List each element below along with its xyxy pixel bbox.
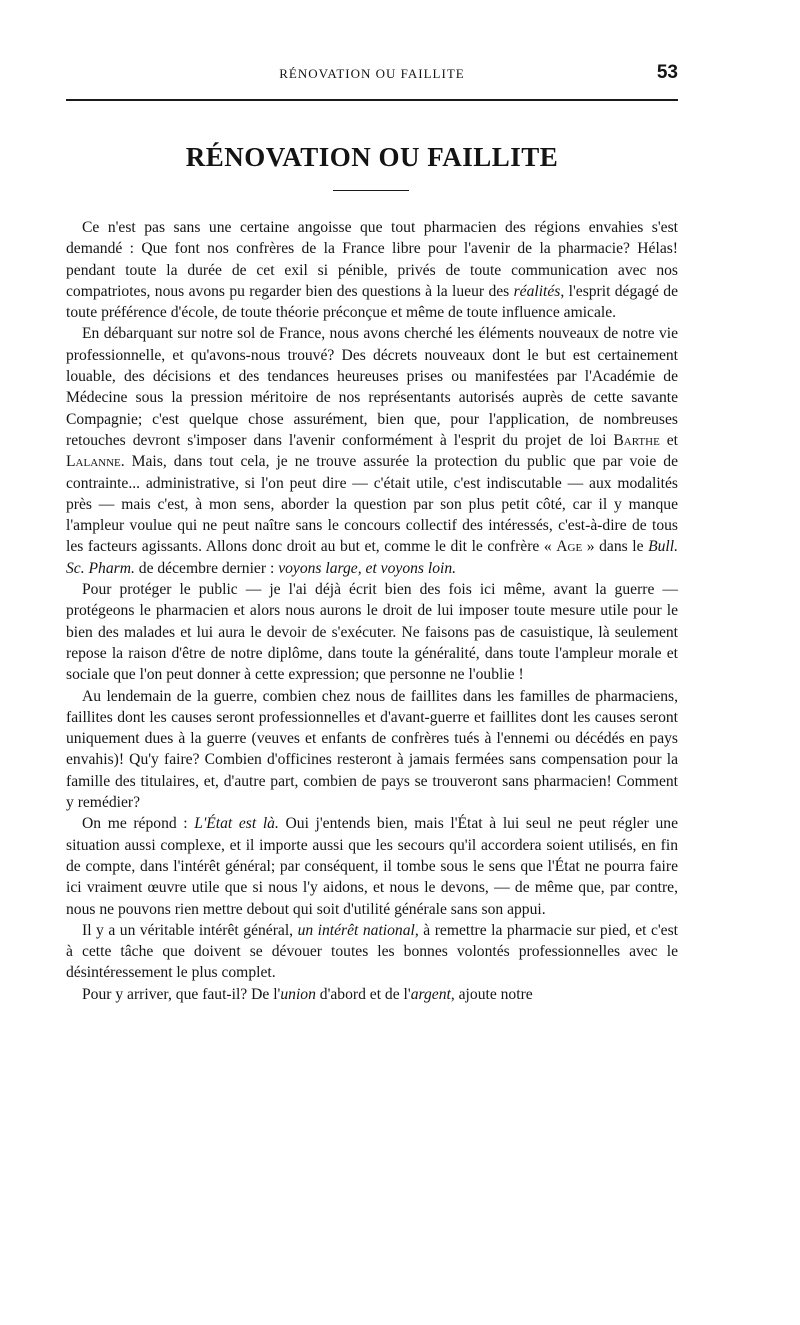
text-run: Pour protéger le public — je l'ai déjà écrit bien des fois ici même, avant la guerre — protégeons le pharmacien et alors nous aurons le droit de lui imposer toute mesure utile pour le bien des malades et lui aura le devoir de s'exécuter. Ne faisons pas de casuistique, là seulement repose la raison d'être de notre diplôme, dans toute la généralité, dans toute l'ampleur morale et sociale que l'on peut donner à cette expression; que personne ne l'oublie !: [66, 581, 678, 684]
italic-text: union: [280, 985, 316, 1003]
paragraph: [66, 920, 678, 984]
paragraph: [66, 686, 678, 814]
text-run: Pour y arriver, que faut-il? De l': [82, 985, 281, 1003]
article-body: [66, 217, 678, 1005]
running-head: [66, 62, 678, 92]
text-run: Ce n'est pas sans une certaine angoisse que tout pharmacien des régions envahies s'est demandé : Que font nos confrères de la France libre pour l'avenir de la pharmacie? Hélas! pendant toute la durée de cet exil si pénible, privés de toute communication avec nos compatriotes, nous avons pu regarder bien des questions à la lueur des: [66, 219, 678, 300]
text-run: de décembre dernier :: [134, 559, 279, 577]
text-run: . Mais, dans tout cela, je ne trouve assurée la protection du public que par voie de contrainte... administrative, si l'on peut dire — c'était utile, c'est indiscutable — aux modalités près — mais c'est, à mon sens, aborder la question par son plus petit côté, car il y manque l'ampleur voulue qui ne peut naître sans le concours collectif des intéressés, c'est-à-dire de tous les facteurs agissants. Allons donc droit au but et, comme le dit le confrère «: [66, 453, 678, 556]
text-run: » dans le: [582, 538, 649, 556]
page-number: 53: [656, 62, 678, 83]
small-caps-text: Barthe: [613, 431, 660, 449]
italic-text: Bull. Sc. Pharm.: [66, 538, 678, 577]
text-run: Oui j'entends bien, mais l'État à lui seul ne peut régler une situation aussi complexe, et il importe aussi que les secours qu'il accordera soient utilisés, en fin de compte, dans l'intérêt général; par conséquent, il tombe sous le sens que l'État ne pourra faire ici vraiment œuvre utile que si nous l'y aidons, et nous le devons, — de même que, par contre, nous ne pouvons rien mettre debout qui soit d'utilité générale sans son appui.: [66, 815, 678, 918]
text-run: Il y a un véritable intérêt général,: [82, 921, 298, 939]
text-run: , l'esprit dégagé de toute préférence d'école, de toute théorie préconçue et même de toute influence amicale.: [66, 282, 678, 322]
small-caps-text: Age: [556, 538, 583, 556]
italic-text: argent: [410, 985, 451, 1003]
title-rule: [333, 190, 409, 191]
text-run: En débarquant sur notre sol de France, nous avons cherché les éléments nouveaux de notre vie professionnelle, et qu'avons-nous trouvé? Des décrets nouveaux dont le but est certainement louable, des décisions et des tendances heureuses prises ou manifestées par l'Académie de Médecine sous la pression méritoire de nos représentants autorisés auprès de cette savante Compagnie; c'est quelque chose assurément, bien que, pour l'application, de nombreuses retouches devront s'imposer dans l'avenir conformément à l'esprit du projet de loi: [66, 325, 678, 449]
paragraph: [66, 579, 678, 685]
running-head-title: RÉNOVATION OU FAILLITE: [279, 66, 465, 81]
italic-text: un intérêt national: [297, 921, 415, 939]
small-caps-text: Lalanne: [66, 453, 121, 471]
article-title: RÉNOVATION OU FAILLITE: [185, 142, 559, 172]
italic-text: L'État est là.: [194, 815, 279, 833]
paragraph: [66, 323, 678, 579]
paragraph: [66, 984, 678, 1005]
italic-text: voyons large, et voyons loin.: [278, 559, 457, 577]
paragraph: [66, 217, 678, 323]
text-run: et: [659, 431, 679, 449]
italic-text: réalités: [513, 282, 561, 300]
text-run: d'abord et de l': [315, 985, 411, 1003]
text-run: , à remettre la pharmacie sur pied, et c'est à cette tâche que doivent se dévouer toutes les bonnes volontés professionnelles avec le désintéressement le plus complet.: [66, 921, 679, 982]
header-rule: [66, 99, 678, 101]
text-run: On me répond :: [82, 815, 195, 833]
text-run: Au lendemain de la guerre, combien chez nous de faillites dans les familles de pharmaciens, faillites dont les causes seront professionnelles et d'avant-guerre et faillites dont les causes seront uniquement dues à la guerre (veuves et enfants de confrères tués à l'ennemi ou décédés en pays envahis)! Qu'y faire? Combien d'officines resteront à jamais fermées sans compensation pour la famille des titulaires, et, d'autre part, combien de pays se trouveront sans pharmacien! Comment y remédier?: [66, 687, 678, 812]
paragraph: [66, 813, 678, 919]
text-run: , ajoute notre: [450, 985, 533, 1003]
